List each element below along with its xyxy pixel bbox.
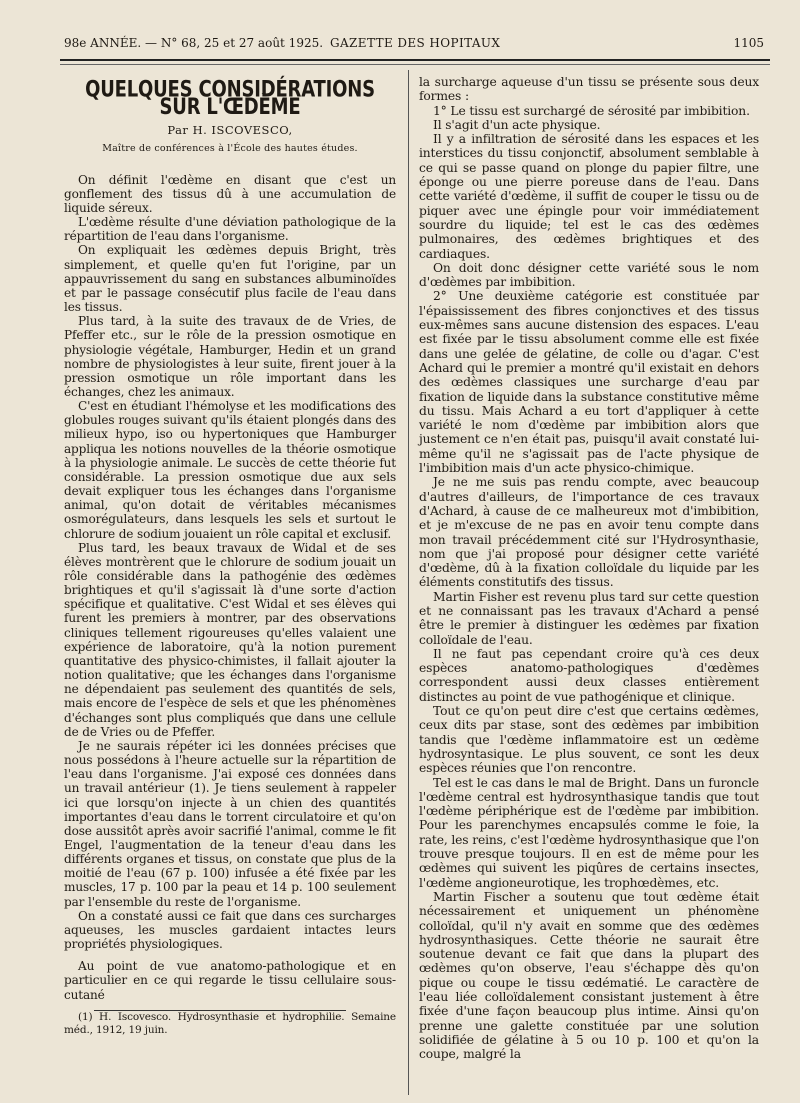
paragraph: Je ne me suis pas rendu compte, avec beaucoup d'autres d'ailleurs, de l'importance de ces travaux d'Achard, à cause de ce malheureux mot d'imbibition, et je m'excuse de ne pas en avoir tenu compte dans mon travail précédemment cité sur l'Hydrosynthasie, nom que j'ai proposé pour désigner cette variété d'œdème, dû à la fixation colloïdale du liquide par les éléments constitutifs des tissus. xyxy=(419,475,759,590)
paragraph: C'est en étudiant l'hémolyse et les modifications des globules rouges suivant qu'ils étaient plongés dans des milieux hypo, iso ou hypertoniques que Hamburger appliqua les notions nouvelles de la théorie osmotique à la physiologie animale. Le succès de cette théorie fut considérable. La pression osmotique due aux sels devait expliquer tous les échanges dans l'organisme animal, qu'on dotait de véritables mécanismes osmorégulateurs, dans lesquels les sels et surtout le chlorure de sodium jouaient un rôle capital et exclusif. xyxy=(64,399,396,541)
article-author: Par H. ISCOVESCO, xyxy=(167,123,293,138)
column-divider xyxy=(408,70,409,1095)
paragraph: L'œdème résulte d'une déviation pathologique de la répartition de l'eau dans l'organisme. xyxy=(64,215,396,244)
paragraph: On expliquait les œdèmes depuis Bright, très simplement, et quelle qu'en fut l'origine, par un appauvrissement du sang en substances albuminoïdes et par le passage consécutif plus facile de l'eau dans les tissus. xyxy=(64,243,396,315)
left-column xyxy=(64,74,396,1037)
paragraph: On définit l'œdème en disant que c'est un gonflement des tissus dû à une accumulation de liquide séreux. xyxy=(64,172,396,215)
paragraph: la surcharge aqueuse d'un tissu se présente sous deux formes : xyxy=(419,75,759,104)
paragraph: Martin Fischer a soutenu que tout œdème était nécessairement et uniquement un phénomène colloïdal, qu'il n'y avait en somme que des œdèmes hydrosynthasiques. Cette théorie ne saurait être soutenue devant ce fait que dans la plupart des œdèmes qu'on observe, l'eau s'échappe dès qu'on pique ou coupe le tissu œdématié. Le caractère de l'eau liée colloïdalement consistant justement à être fixée d'une façon beaucoup plus intime. Ainsi qu'on prenne une galette constituée par une solution solidifiée de gélatine à 5 ou 10 p. 100 et qu'on la coupe, malgré la xyxy=(419,889,759,1062)
paragraph: On a constaté aussi ce fait que dans ces surcharges aqueuses, les muscles gardaient intactes leurs propriétés physiologiques. xyxy=(64,908,396,952)
issue-info: 98e ANNÉE. — N° 68, 25 et 27 août 1925. xyxy=(64,36,324,50)
article-title: QUELQUES CONSIDÉRATIONS SUR L'ŒDÈME xyxy=(85,76,375,121)
paragraph: Martin Fisher est revenu plus tard sur cette question et ne connaissant pas les travaux d'Achard a pensé être le premier à distinguer les œdèmes par fixation colloïdale de l'eau. xyxy=(419,589,759,647)
author-affiliation: Maître de conférences à l'École des hautes études. xyxy=(102,143,358,155)
paragraph-gap xyxy=(64,951,396,959)
paragraph: Je ne saurais répéter ici les données précises que nous possédons à l'heure actuelle sur la répartition de l'eau dans l'organisme. J'ai exposé ces données dans un travail antérieur (1). Je tiens seulement à rappeler ici que lorsqu'on injecte à un chien des quantités importantes d'eau dans le torrent circulatoire et qu'on dose aussitôt après avoir sacrifié l'animal, comme le fit Engel, l'augmentation de la teneur d'eau dans les différents organes et tissus, on constate que plus de la moitié de l'eau (67 p. 100) infusée a été fixée par les muscles, 17 p. 100 par la peau et 14 p. 100 seulement par l'ensemble du reste de l'organisme. xyxy=(64,738,396,909)
journal-name: GAZETTE DES HOPITAUX xyxy=(330,36,501,50)
paragraph: On doit donc désigner cette variété sous le nom d'œdèmes par imbibition. xyxy=(419,260,759,290)
page-number: 1105 xyxy=(733,36,764,50)
paragraph: Tout ce qu'on peut dire c'est que certains œdèmes, ceux dits par stase, sont des œdèmes par imbibition tandis que l'œdème inflammatoire est un œdème hydrosyntasique. Le plus souvent, ce sont les deux espèces réunies que l'on rencontre. xyxy=(419,704,759,776)
paragraph: Au point de vue anatomo-pathologique et en particulier en ce qui regarde le tissu cellulaire sous-cutané xyxy=(64,959,396,1002)
paragraph: Plus tard, les beaux travaux de Widal et de ses élèves montrèrent que le chlorure de sodium jouait un rôle considérable dans la pathogénie des œdèmes brightiques et qu'il s'agissait là d'une sorte d'action spécifique et qualitative. C'est Widal et ses élèves qui furent les premiers à montrer, par des observations cliniques tellement rigoureuses qu'elles valaient une expérience de laboratoire, qu'à la notion purement quantitative des physico-chimistes, il fallait ajouter la notion qualitative; que les échanges dans l'organisme ne dépendaient pas seulement des quantités de sels, mais encore de l'espèce de sels et que les phénomènes d'échanges sont plus compliqués que dans une cellule de de Vries ou de Pfeffer. xyxy=(64,540,396,739)
footnote: (1) H. Iscovesco. Hydrosynthasie et hydrophilie. Semaine méd., 1912, 19 juin. xyxy=(64,1010,396,1036)
right-column xyxy=(419,75,759,1061)
paragraph: Tel est le cas dans le mal de Bright. Dans un furoncle l'œdème central est hydrosynthasique tandis que tout l'œdème périphérique est de l'œdème par imbibition. Pour les parenchymes encapsulés comme le foie, la rate, les reins, c'est l'œdème hydrosynthasique que l'on trouve presque toujours. Il en est de même pour les œdèmes qui suivent les piqûres de certains insectes, l'œdème angioneurotique, les trophœdèmes, etc. xyxy=(419,775,759,890)
paragraph: Il ne faut pas cependant croire qu'à ces deux espèces anatomo-pathologiques d'œdèmes correspondent aussi deux classes entièrement distinctes au point de vue pathogénique et clinique. xyxy=(419,646,759,704)
paragraph: Il s'agit d'un acte physique. xyxy=(433,117,601,132)
header-rule-thin xyxy=(60,64,770,65)
paragraph: 2° Une deuxième catégorie est constituée par l'épaississement des fibres conjonctives et des tissus eux-mêmes sans aucune distension des espaces. L'eau est fixée par le tissu absolument comme elle est fixée dans une gelée de gélatine, de colle ou d'agar. C'est Achard qui le premier a montré qu'il existait en dehors des œdèmes classiques une surcharge d'eau par fixation de liquide dans la substance constitutive même du tissu. Mais Achard a eu tort d'appliquer à cette variété le nom d'œdème par imbibition alors que justement ce n'en était pas, puisqu'il avait constaté lui-même qu'il ne s'agissait pas de l'acte physique de l'imbibition mais d'un acte physico-chimique. xyxy=(419,289,759,476)
header-rule xyxy=(60,59,770,61)
running-head xyxy=(64,36,764,56)
paragraph: Plus tard, à la suite des travaux de de Vries, de Pfeffer etc., sur le rôle de la pression osmotique en physiologie végétale, Hamburger, Hedin et un grand nombre de physiologistes à leur suite, firent jouer à la pression osmotique un rôle important dans les échanges, chez les animaux. xyxy=(64,314,396,399)
paragraph: Il y a infiltration de sérosité dans les espaces et les interstices du tissu conjonctif, absolument semblable à ce qui se passe quand on plonge du papier filtre, une éponge ou une pierre poreuse dans de l'eau. Dans cette variété d'œdème, il suffit de couper le tissu ou de piquer avec une épingle pour voir immédiatement sourdre du liquide; tel est le cas des œdèmes pulmonaires, des œdèmes brightiques et des cardiaques. xyxy=(419,132,759,261)
paragraph: 1° Le tissu est surchargé de sérosité par imbibition. xyxy=(433,103,750,118)
